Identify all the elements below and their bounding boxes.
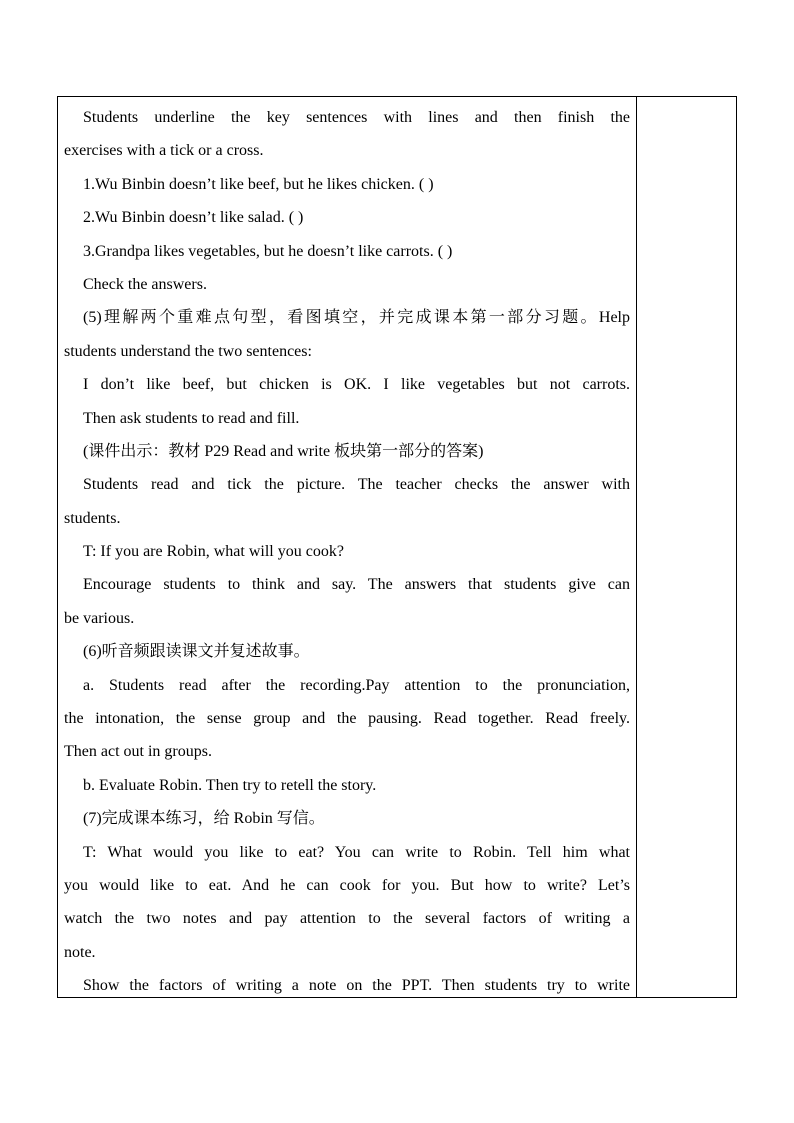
text-line: T: What would you like to eat? You can write to Robin. Tell him what <box>83 843 630 861</box>
text-line: Encourage students to think and say. The answers that students give can <box>83 576 630 594</box>
text-line: be various. <box>64 609 135 627</box>
text-line: (6)听音频跟读课文并复述故事。 <box>83 643 310 661</box>
text-line: T: If you are Robin, what will you cook? <box>83 543 344 561</box>
text-line: students understand the two sentences: <box>64 342 312 360</box>
notes-cell <box>636 97 736 997</box>
text-line: (课件出示：教材 P29 Read and write 板块第一部分的答案) <box>83 442 484 460</box>
text-line: you would like to eat. And he can cook for you. But how to write? Let’s <box>64 876 630 894</box>
text-line: (5)理解两个重难点句型，看图填空，并完成课本第一部分习题。Help <box>83 309 630 327</box>
text-line: watch the two notes and pay attention to the several factors of writing a <box>64 910 630 928</box>
text-line: 3.Grandpa likes vegetables, but he doesn’t like carrots. ( ) <box>83 242 453 260</box>
text-line: Students read and tick the picture. The teacher checks the answer with <box>83 476 630 494</box>
text-line: Students underline the key sentences with lines and then finish the <box>83 109 630 126</box>
text-line: 1.Wu Binbin doesn’t like beef, but he likes chicken. ( ) <box>83 175 434 193</box>
text-line: the intonation, the sense group and the pausing. Read together. Read freely. <box>64 710 630 728</box>
text-line: Then act out in groups. <box>64 743 212 761</box>
text-line: exercises with a tick or a cross. <box>64 142 264 160</box>
text-line: Then ask students to read and fill. <box>83 409 300 427</box>
text-line: (7)完成课本练习，给 Robin 写信。 <box>83 810 325 828</box>
text-line: Show the factors of writing a note on the PPT. Then students try to write <box>83 977 630 995</box>
text-line: b. Evaluate Robin. Then try to retell the story. <box>83 776 377 794</box>
lesson-plan-table <box>57 96 737 998</box>
text-line: note. <box>64 943 96 961</box>
text-line: students. <box>64 509 121 527</box>
text-line: a. Students read after the recording.Pay attention to the pronunciation, <box>83 676 630 694</box>
lesson-content-cell <box>58 97 637 997</box>
text-line: 2.Wu Binbin doesn’t like salad. ( ) <box>83 209 304 227</box>
text-line: I don’t like beef, but chicken is OK. I like vegetables but not carrots. <box>83 376 630 394</box>
text-line: Check the answers. <box>83 275 207 293</box>
